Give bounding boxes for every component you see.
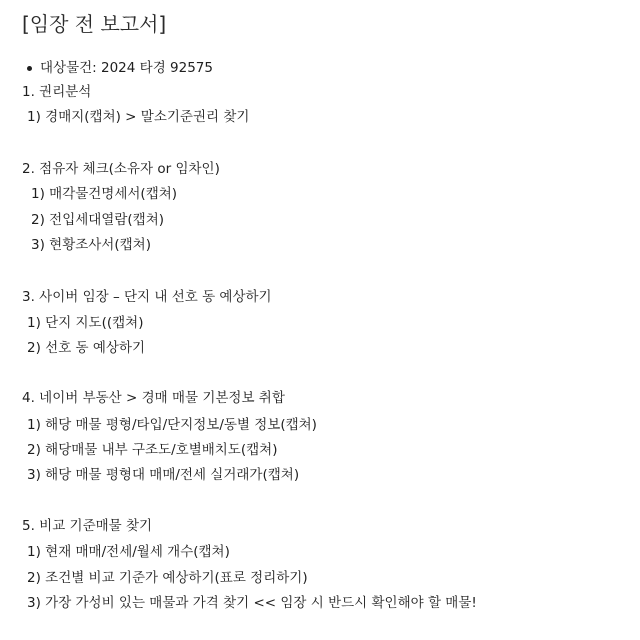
bullet-dot-icon <box>27 66 32 71</box>
section-2-item-2: 2) 전입세대열람(캡쳐) <box>31 212 165 228</box>
section-heading-1: 1. 권리분석 <box>22 84 92 100</box>
section-3-item-2: 2) 선호 동 예상하기 <box>27 340 146 356</box>
section-4-item-3: 3) 해당 매물 평형대 매매/전세 실거래가(캡쳐) <box>27 467 300 483</box>
section-1-item-1: 1) 경매지(캡쳐) > 말소기준권리 찾기 <box>27 109 250 125</box>
section-2-item-1: 1) 매각물건명세서(캡쳐) <box>31 186 178 202</box>
section-3-item-1: 1) 단지 지도((캡쳐) <box>27 315 144 331</box>
document-title: [임장 전 보고서] <box>22 12 167 36</box>
section-heading-2: 2. 점유자 체크(소유자 or 임차인) <box>22 161 220 177</box>
target-property-line: 대상물건: 2024 타경 92575 <box>40 60 213 76</box>
section-2-item-3: 3) 현황조사서(캡쳐) <box>31 237 151 253</box>
section-4-item-2: 2) 해당매물 내부 구조도/호별배치도(캡쳐) <box>27 442 278 458</box>
section-5-item-3: 3) 가장 가성비 있는 매물과 가격 찾기 << 임장 시 반드시 확인해야 할 매물! <box>27 595 477 611</box>
section-5-item-2: 2) 조건별 비교 기준가 예상하기(표로 정리하기) <box>27 570 308 586</box>
section-heading-4: 4. 네이버 부동산 > 경매 매물 기본정보 취합 <box>22 390 285 406</box>
section-5-item-1: 1) 현재 매매/전세/월세 개수(캡쳐) <box>27 544 230 560</box>
section-heading-5: 5. 비교 기준매물 찾기 <box>22 518 153 534</box>
section-heading-3: 3. 사이버 임장 – 단지 내 선호 동 예상하기 <box>22 289 272 305</box>
section-4-item-1: 1) 해당 매물 평형/타입/단지정보/동별 정보(캡쳐) <box>27 417 317 433</box>
